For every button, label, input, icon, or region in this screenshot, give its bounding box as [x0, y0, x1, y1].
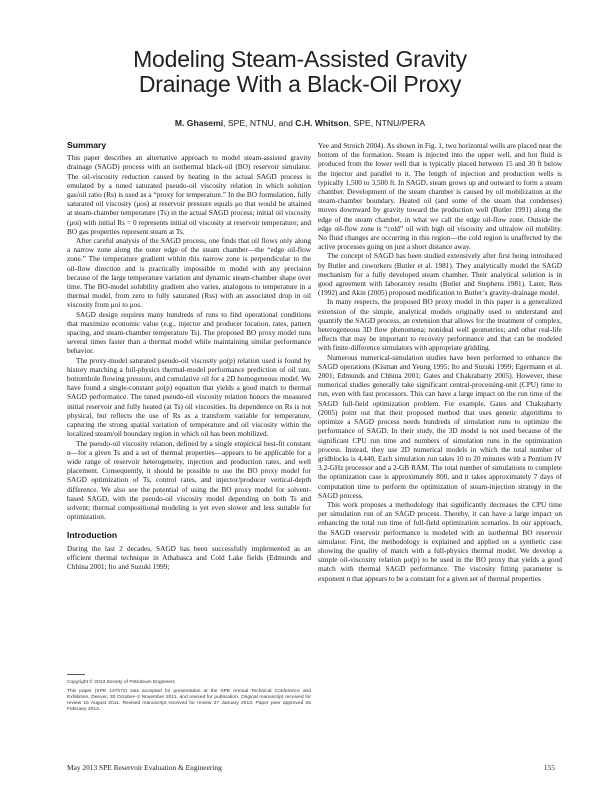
page-number: 155 — [543, 763, 555, 772]
summary-paragraph: The proxy-model saturated pseudo-oil viscosity μo(p) relation used is found by history matching a full-physics thermal-model performance prediction of oil rate, bottomhole flowing pressure, and cumulative oil for a 2D homogeneous model. We have found a single-constant μo(p) equation that yields a good match to thermal SAGD performance. The tuned pseudo-oil viscosity relation honors the measured initial reservoir and fully heated (at Ts) oil viscosities. Its dependence on Rs is not physical, but reflects the use of Rs as a transform variable for temperature, capturing the strong spatial variation of temperature and oil viscosity within the localized steam/oil boundary region in which oil has been mobilized. — [67, 355, 311, 439]
author-1-affiliation: , SPE, NTNU, and — [223, 118, 296, 128]
right-column — [318, 141, 562, 583]
body-paragraph: In many respects, the proposed BO proxy model in this paper is a generalized extension of the simple, analytical models originally used to understand and quantify the SAGD process, an extension that allows for the treatment of complex, heterogeneous 3D flow phenomena; nonideal well geometries; and other real-life effects that may be important to recovery performance and that can be modeled with finite-difference simulators with appropriate gridding. — [318, 297, 562, 353]
journal-citation: May 2013 SPE Reservoir Evaluation & Engineering — [67, 763, 222, 772]
summary-heading: Summary — [67, 140, 107, 150]
body-paragraph: This work proposes a methodology that significantly decreases the CPU time per simulation run of an SAGD process. Thereby, it can have a large impact on enhancing the total run time of full-field optimization scenarios. In our approach, the SAGD reservoir performance is modeled with an isothermal BO reservoir simulator. First, the methodology is explained and applied on a synthetic case showing the quality of match with a full-physics thermal model. We develop a simple oil-viscosity relation μo(p) to be used in the BO proxy that yields a good match with thermal SAGD performance. The viscosity fitting parameter is exponent n that appears to be a constant for a given set of thermal properties — [318, 499, 562, 583]
summary-paragraph: After careful analysis of the SAGD process, one finds that oil flows only along a narrow zone along the outer edge of the steam chamber—the “edge oil-flow zone.” The temperature gradient within this narrow zone is perpendicular to the oil-flow direction and is practically impossible to model with any precision because of the large temperature variation and dynamic steam-chamber shape over time. The BO-model solubility gradient also varies, analogous to temperature in a thermal model, from zero to fully saturated (Rss) with an associated drop in oil viscosity from μoi to μos. — [67, 236, 311, 310]
page-footer — [67, 763, 555, 772]
author-1-name: M. Ghasemi — [174, 118, 224, 128]
footnote-rule — [67, 674, 85, 675]
author-line — [40, 118, 560, 128]
author-2-name: C.H. Whitson — [295, 118, 349, 128]
body-paragraph: Numerous numerical-simulation studies have been performed to enhance the SAGD operations (Kisman and Yeung 1995; Ito and Suzuki 1999; Egermann et al. 2001; Edmunds and Chhina 2001; Gates and Chakrabarty 2005). However, these numerical studies generally take significant central-processing-unit (CPU) time to run, even with fast processors. This can have a large impact on the run time of the SAGD full-field optimization problem. For example, Gates and Chakrabarty (2005) point out that their proposed method that uses genetic algorithms to optimize a SAGD process needs hundreds of simulation runs to optimize the performance of SAGD. In their study, the 3D model is not used because of the significant CPU run time and numbers of simulation runs in the optimization process. Instead, they use 2D numerical models in which the total number of gridblocks is 4,440. Each simulation run takes 10 to 20 minutes with a Pentium IV 3.2-GHz processor and a 2-GB RAM. The total number of simulations to complete the optimization case is approximately 800, and it takes approximately 7 days of computation time to perform the optimization of steam-injection strategy in the SAGD process. — [318, 352, 562, 500]
summary-paragraph: This paper describes an alternative approach to model steam-assisted gravity drainage (SAGD) process with an isothermal black-oil (BO) reservoir simulator. The oil-viscosity reduction caused by heating in the actual SAGD process is emulated by a tuned saturated pseudo-oil viscosity relation in which solution gas/oil ratio (Rs) is used as a “proxy for temperature.” In the BO formulation, fully saturated oil viscosity (μos) at reservoir pressure equals μo that would be attained at steam-chamber temperature (Ts) in the actual SAGD process; initial oil viscosity (μoi) with initial Rs = 0 represents initial oil viscosity at reservoir temperature; and BO gas properties represent steam at Ts. — [67, 153, 311, 236]
body-paragraph: The concept of SAGD has been studied extensively after first being introduced by Butler and coworkers (Butler et al. 1981). They analytically model the SAGD mechanism for a fully developed steam chamber. Their analytical solution is in good agreement with laboratory results (Butler and Stephens 1981). Later, Reis (1992) and Akin (2005) proposed modification to Butler’s gravity-drainage model. — [318, 251, 562, 298]
introduction-paragraph: During the last 2 decades, SAGD has been successfully implemented as an efficient thermal technique in Athabasca and Cold Lake fields (Edmunds and Chhina 2001; Ito and Suzuki 1999; — [67, 543, 311, 571]
author-2-affiliation: , SPE, NTNU/PERA — [348, 118, 426, 128]
left-column — [67, 141, 311, 571]
paper-title-line-2: Drainage With a Black-Oil Proxy — [138, 71, 462, 97]
introduction-heading: Introduction — [67, 530, 118, 541]
body-paragraph: Yee and Stroich 2004). As shown in Fig. 1, two horizontal wells are placed near the bottom of the formation. Steam is injected into the upper well, and hot fluid is produced from the lower well that is typically placed between 15 and 30 ft below the injector and parallel to it. The length of injection and production wells is typically 1,500 to 3,500 ft. In SAGD, steam grows up and outward to form a steam chamber. Development of the steam chamber is caused by oil mobilization at the steam-chamber boundary. Heated oil (and some of the steam that condenses) moves downward by gravity toward the production well (Butler 1991) along the edge of the steam chamber, in what we call the edge oil-flow zone. Outside the edge oil-flow zone is “cold” oil with high oil viscosity and ultralow oil mobility. No fluid changes are occurring in this region—the cold region is unaffected by the active processes going on just a short distance away. — [318, 141, 562, 252]
summary-paragraph: SAGD design requires many hundreds of runs to find operational conditions that maximize economic value (e.g., injector and producer location, rates, pattern spacing, and steam-chamber temperature Ts). The proposed BO proxy model runs several times faster than a thermal model while maintaining similar performance behavior. — [67, 309, 311, 356]
copyright-note: Copyright © 2013 Society of Petroleum Engineers — [67, 680, 175, 685]
summary-paragraph: The pseudo-oil viscosity relation, defined by a single empirical best-fit constant n—for a given Ts and a set of thermal properties—appears to be applicable for a wide range of reservoir heterogeneity, injection and production rates, and well placement. Consequently, it should be possible to use the BO proxy model for SAGD optimization of Ts, control rates, and injector/producer vertical-depth difference. We also see the potential of using the BO proxy model for solvent-based SAGD, with the pseudo-oil viscosity model depending on both Ts and solvent; thermal compositional modeling is yet even slower and less suitable for optimization. — [67, 438, 311, 522]
paper-title-line-1: Modeling Steam-Assisted Gravity — [133, 46, 467, 72]
paper-history-note: This paper (SPE 147072) was accepted for presentation at the SPE Annual Technical Conference and Exhibition, Denver, 30 October–2 November 2011, and revised for publication. Original manuscript received for review 15 August 2011. Revised manuscript received for review 27 January 2013. Paper peer approved 25 February 2013. — [67, 689, 311, 713]
